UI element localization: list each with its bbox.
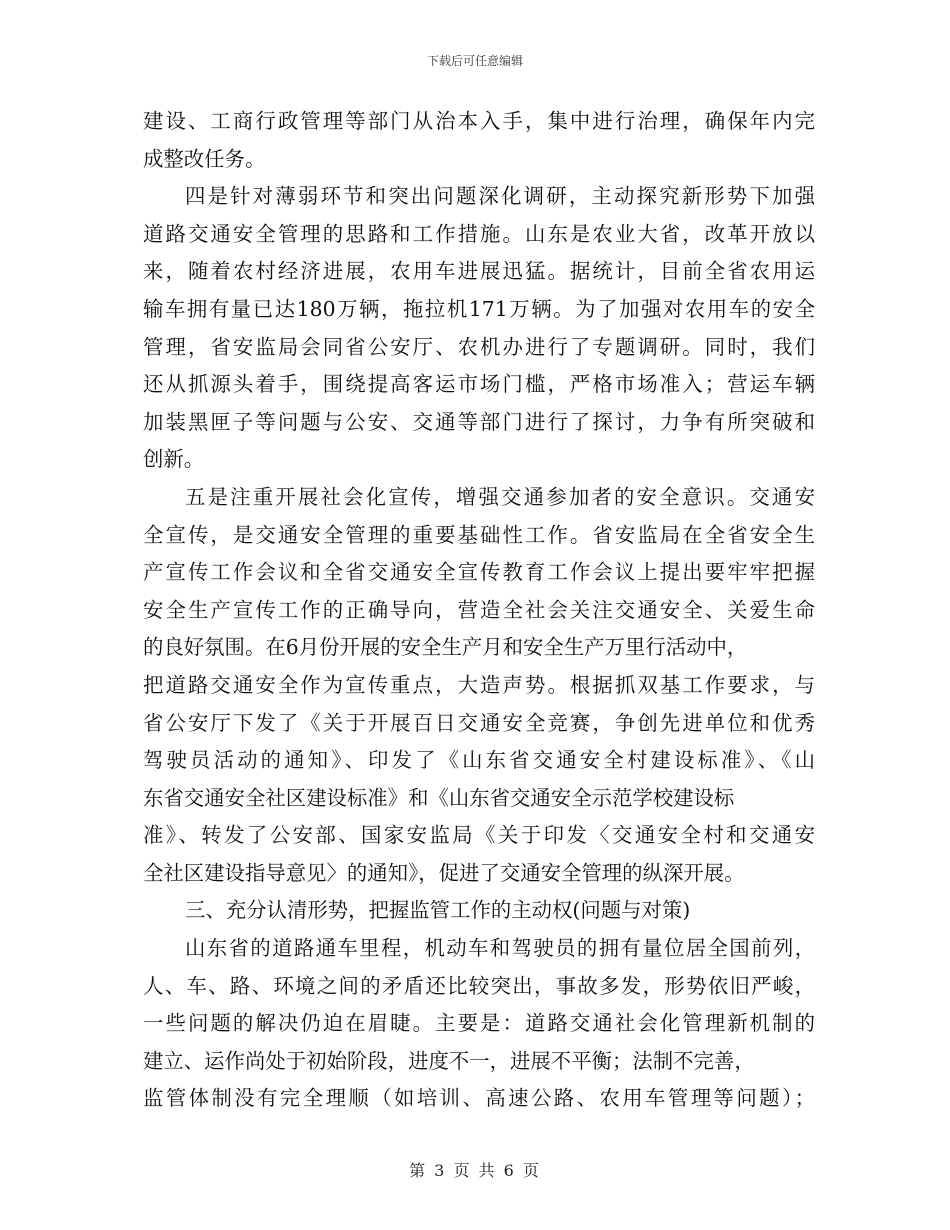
text-line: 创新。 <box>143 447 205 472</box>
text-line: 产宣传工作会议和全省交通安全宣传教育工作会议上提出要牢牢把握 <box>143 560 815 585</box>
text-line: 来，随着农村经济进展，农用车进展迅猛。据统计，目前全省农用运 <box>143 259 815 284</box>
text-line: 的良好氛围。在6月份开展的安全生产月和安全生产万里行活动中， <box>143 635 748 660</box>
text-line: 加装黑匣子等问题与公安、交通等部门进行了探讨，力争有所突破和 <box>143 409 815 434</box>
text-line: 一些问题的解决仍迫在眉睫。主要是：道路交通社会化管理新机制的 <box>143 1011 815 1036</box>
text-line: 东省交通安全社区建设标准》和《山东省交通安全示范学校建设标 <box>143 785 735 810</box>
page-header: 下载后可任意编辑 <box>426 54 523 68</box>
text-line: 建设、工商行政管理等部门从治本入手，集中进行治理，确保年内完 <box>143 109 815 133</box>
text-line: 道路交通安全管理的思路和工作措施。山东是农业大省，改革开放以 <box>143 221 815 246</box>
text-line: 监管体制没有完全理顺（如培训、高速公路、农用车管理等问题）； <box>143 1086 815 1111</box>
document-body <box>143 103 815 1118</box>
text-line: 省公安厅下发了《关于开展百日交通安全竞赛，争创先进单位和优秀 <box>143 710 815 735</box>
text-line: 安全生产宣传工作的正确导向，营造全社会关注交通安全、关爱生命 <box>143 597 815 622</box>
text-line: 成整改任务。 <box>143 146 266 171</box>
text-line: 准》、转发了公安部、国家安监局《关于印发〈交通安全村和交通安 <box>143 823 815 848</box>
paragraph-start-line: 四是针对薄弱环节和突出问题深化调研，主动探究新形势下加强 <box>185 184 815 209</box>
text-line: 输车拥有量已达180万辆，拖拉机171万辆。为了加强对农用车的安全 <box>143 296 815 321</box>
text-line: 建立、运作尚处于初始阶段，进度不一，进展不平衡；法制不完善， <box>143 1048 755 1073</box>
paragraph-start-line: 五是注重开展社会化宣传，增强交通参加者的安全意识。交通安 <box>185 484 815 509</box>
text-line: 驾驶员活动的通知》、印发了《山东省交通安全村建设标准》、《山 <box>143 748 815 773</box>
paragraph-start-line: 山东省的道路通车里程，机动车和驾驶员的拥有量位居全国前列， <box>185 936 815 961</box>
text-line: 管理，省安监局会同省公安厅、农机办进行了专题调研。同时，我们 <box>143 334 815 359</box>
section-heading: 三、充分认清形势，把握监管工作的主动权(问题与对策) <box>185 898 691 923</box>
text-line: 全宣传，是交通安全管理的重要基础性工作。省安监局在全省安全生 <box>143 522 815 547</box>
text-line: 全社区建设指导意见〉的通知》，促进了交通安全管理的纵深开展。 <box>143 860 745 885</box>
text-line: 还从抓源头着手，围绕提高客运市场门槛，严格市场准入；营运车辆 <box>143 372 815 397</box>
text-line: 把道路交通安全作为宣传重点，大造声势。根据抓双基工作要求，与 <box>143 672 815 697</box>
text-line: 人、车、路、环境之间的矛盾还比较突出，事故多发，形势依旧严峻， <box>143 973 815 998</box>
page-footer: 第 3 页 共 6 页 <box>409 1161 541 1180</box>
